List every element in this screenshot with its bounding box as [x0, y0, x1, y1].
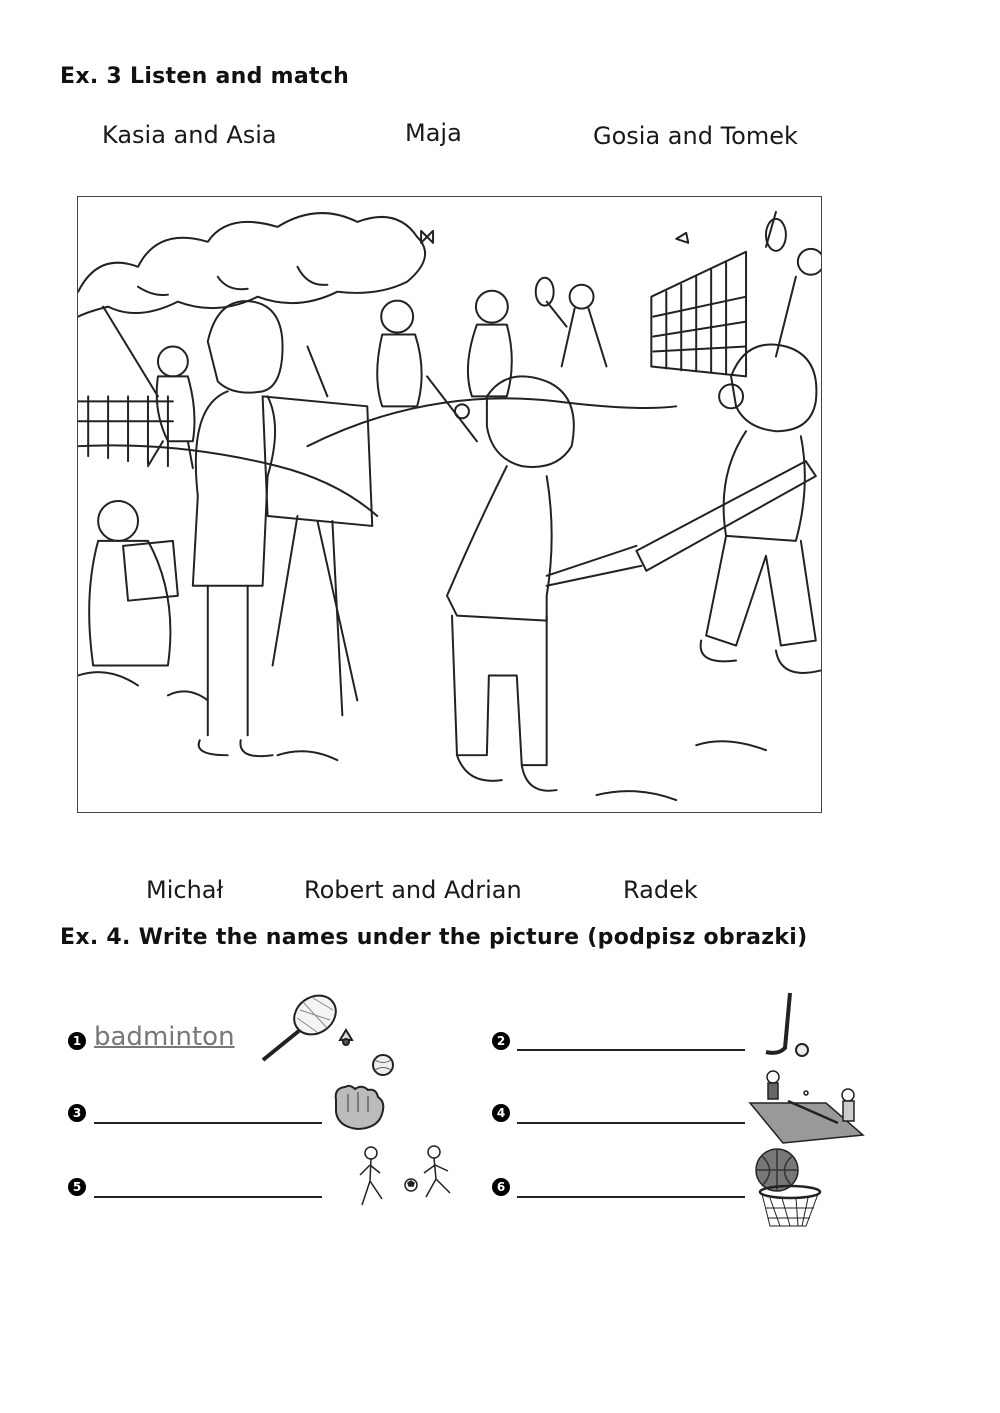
- item-number-6: 6: [492, 1178, 510, 1196]
- item-number-3: 3: [68, 1104, 86, 1122]
- baseball-glove-icon: [330, 1082, 388, 1132]
- exercise-4-heading: Ex. 4. Write the names under the picture (podpisz obrazki): [60, 925, 808, 950]
- basketball-icon: [750, 1148, 822, 1230]
- name-label-maja: Maja: [405, 119, 462, 147]
- name-label-radek: Radek: [623, 876, 698, 904]
- hockey-icon: [760, 990, 810, 1062]
- item-number-5: 5: [68, 1178, 86, 1196]
- item-number-4: 4: [492, 1104, 510, 1122]
- answer-line-3[interactable]: [94, 1122, 322, 1124]
- answer-field-1[interactable]: badminton: [94, 1022, 235, 1052]
- park-scene-illustration: [77, 196, 822, 813]
- item-number-2: 2: [492, 1032, 510, 1050]
- answer-line-4[interactable]: [517, 1122, 745, 1124]
- name-label-michal: Michał: [146, 876, 224, 904]
- exercise-3-heading: Ex. 3 Listen and match: [60, 64, 350, 89]
- name-label-kasia-asia: Kasia and Asia: [102, 121, 277, 149]
- badminton-icon: [255, 990, 400, 1080]
- answer-line-6[interactable]: [517, 1196, 745, 1198]
- football-icon: [356, 1143, 458, 1213]
- table-tennis-icon: [748, 1065, 866, 1153]
- answer-line-5[interactable]: [94, 1196, 322, 1198]
- item-number-1: 1: [68, 1032, 86, 1050]
- name-label-robert-adrian: Robert and Adrian: [304, 876, 522, 904]
- answer-line-2[interactable]: [517, 1049, 745, 1051]
- name-label-gosia-tomek: Gosia and Tomek: [593, 122, 798, 150]
